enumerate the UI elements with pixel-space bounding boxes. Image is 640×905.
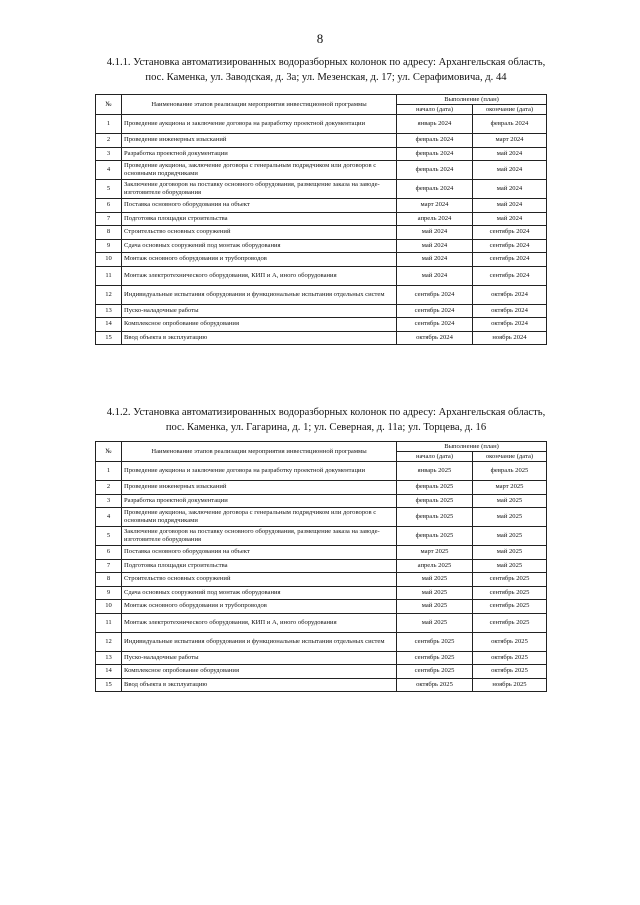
- row-number: 10: [96, 600, 122, 614]
- header-name: Наименование этапов реализации мероприятия инвестиционной программы: [122, 95, 397, 115]
- row-number: 5: [96, 180, 122, 199]
- start-date: май 2024: [397, 239, 473, 253]
- stage-name: Монтаж электротехнического оборудования, КИП и А, иного оборудования: [122, 613, 397, 632]
- table-row: [96, 199, 547, 213]
- end-date: март 2025: [473, 481, 547, 495]
- end-date: октябрь 2024: [473, 285, 547, 304]
- row-number: 11: [96, 613, 122, 632]
- row-number: 4: [96, 161, 122, 180]
- row-number: 6: [96, 546, 122, 560]
- stage-name: Монтаж основного оборудования и трубопроводов: [122, 600, 397, 614]
- row-number: 15: [96, 678, 122, 692]
- table-row: [96, 508, 547, 527]
- end-date: май 2024: [473, 147, 547, 161]
- end-date: сентябрь 2025: [473, 613, 547, 632]
- table-row: [96, 481, 547, 495]
- section-title-line: 4.1.2. Установка автоматизированных водоразборных колонок по адресу: Архангельская область,: [106, 407, 546, 418]
- start-date: октябрь 2024: [397, 331, 473, 345]
- start-date: март 2024: [397, 199, 473, 213]
- section-1-table: [95, 94, 547, 345]
- row-number: 9: [96, 586, 122, 600]
- start-date: апрель 2024: [397, 212, 473, 226]
- end-date: май 2025: [473, 546, 547, 560]
- start-date: октябрь 2025: [397, 678, 473, 692]
- end-date: май 2025: [473, 494, 547, 508]
- table-row: [96, 115, 547, 134]
- row-number: 7: [96, 212, 122, 226]
- end-date: февраль 2024: [473, 115, 547, 134]
- stage-name: Ввод объекта в эксплуатацию: [122, 678, 397, 692]
- stage-name: Проведение аукциона, заключение договора с генеральным подрядчиком или договоров с основными подрядчиками: [122, 508, 397, 527]
- section-title-line: 4.1.1. Установка автоматизированных водоразборных колонок по адресу: Архангельская область,: [106, 57, 546, 68]
- row-number: 12: [96, 632, 122, 651]
- end-date: май 2025: [473, 508, 547, 527]
- end-date: сентябрь 2025: [473, 586, 547, 600]
- start-date: сентябрь 2024: [397, 318, 473, 332]
- row-number: 14: [96, 318, 122, 332]
- row-number: 1: [96, 115, 122, 134]
- header-execution: Выполнение (план): [397, 442, 547, 452]
- stage-name: Индивидуальные испытания оборудования и функциональные испытания отдельных систем: [122, 632, 397, 651]
- stage-name: Заключение договоров на поставку основного оборудования, размещение заказа на заводе-изготовителе оборудования: [122, 180, 397, 199]
- start-date: январь 2024: [397, 115, 473, 134]
- table-row: [96, 546, 547, 560]
- table-row: [96, 678, 547, 692]
- end-date: сентябрь 2025: [473, 600, 547, 614]
- end-date: октябрь 2025: [473, 665, 547, 679]
- header-num: №: [96, 442, 122, 462]
- header-start: начало (дата): [397, 452, 473, 462]
- row-number: 10: [96, 253, 122, 267]
- end-date: октябрь 2025: [473, 651, 547, 665]
- row-number: 13: [96, 304, 122, 318]
- stage-name: Проведение аукциона и заключение договора на разработку проектной документации: [122, 462, 397, 481]
- page-number: 8: [316, 31, 324, 46]
- row-number: 2: [96, 481, 122, 495]
- table-row: [96, 147, 547, 161]
- stage-name: Индивидуальные испытания оборудования и функциональные испытания отдельных систем: [122, 285, 397, 304]
- stage-name: Заключение договоров на поставку основного оборудования, размещение заказа на заводе-изготовителе оборудования: [122, 527, 397, 546]
- section-1-title: [96, 55, 556, 85]
- stage-name: Строительство основных сооружений: [122, 226, 397, 240]
- end-date: сентябрь 2024: [473, 239, 547, 253]
- end-date: октябрь 2024: [473, 304, 547, 318]
- header-start: начало (дата): [397, 105, 473, 115]
- start-date: сентябрь 2025: [397, 632, 473, 651]
- table-row: [96, 527, 547, 546]
- start-date: апрель 2025: [397, 559, 473, 573]
- table-row: [96, 318, 547, 332]
- row-number: 11: [96, 266, 122, 285]
- row-number: 3: [96, 494, 122, 508]
- table-row: [96, 462, 547, 481]
- row-number: 5: [96, 527, 122, 546]
- end-date: сентябрь 2024: [473, 266, 547, 285]
- start-date: сентябрь 2024: [397, 285, 473, 304]
- table-row: [96, 573, 547, 587]
- header-execution: Выполнение (план): [397, 95, 547, 105]
- start-date: май 2025: [397, 573, 473, 587]
- section-title-line: пос. Каменка, ул. Заводская, д. 3а; ул. Мезенская, д. 17; ул. Серафимовича, д. 44: [145, 72, 507, 83]
- row-number: 6: [96, 199, 122, 213]
- end-date: октябрь 2024: [473, 318, 547, 332]
- table-row: [96, 180, 547, 199]
- row-number: 2: [96, 134, 122, 148]
- row-number: 8: [96, 226, 122, 240]
- row-number: 12: [96, 285, 122, 304]
- table-row: [96, 304, 547, 318]
- table-row: [96, 226, 547, 240]
- start-date: май 2024: [397, 253, 473, 267]
- start-date: май 2025: [397, 586, 473, 600]
- stage-name: Подготовка площадки строительства: [122, 212, 397, 226]
- stage-name: Разработка проектной документации: [122, 147, 397, 161]
- start-date: февраль 2025: [397, 508, 473, 527]
- row-number: 13: [96, 651, 122, 665]
- header-end: окончание (дата): [473, 452, 547, 462]
- stage-name: Ввод объекта в эксплуатацию: [122, 331, 397, 345]
- stage-name: Проведение аукциона и заключение договора на разработку проектной документации: [122, 115, 397, 134]
- table-row: [96, 253, 547, 267]
- stage-name: Проведение аукциона, заключение договора с генеральным подрядчиком или договоров с основными подрядчиками: [122, 161, 397, 180]
- stage-name: Поставка основного оборудования на объект: [122, 546, 397, 560]
- end-date: май 2024: [473, 161, 547, 180]
- stage-name: Комплексное опробование оборудования: [122, 318, 397, 332]
- table-row: [96, 285, 547, 304]
- stage-name: Разработка проектной документации: [122, 494, 397, 508]
- table-row: [96, 600, 547, 614]
- end-date: март 2024: [473, 134, 547, 148]
- stage-name: Проведение инженерных изысканий: [122, 481, 397, 495]
- start-date: февраль 2024: [397, 180, 473, 199]
- stage-name: Строительство основных сооружений: [122, 573, 397, 587]
- end-date: май 2024: [473, 212, 547, 226]
- table-row: [96, 494, 547, 508]
- start-date: май 2024: [397, 226, 473, 240]
- row-number: 14: [96, 665, 122, 679]
- start-date: февраль 2025: [397, 494, 473, 508]
- table-row: [96, 212, 547, 226]
- table-row: [96, 266, 547, 285]
- start-date: сентябрь 2025: [397, 665, 473, 679]
- start-date: май 2025: [397, 613, 473, 632]
- start-date: май 2025: [397, 600, 473, 614]
- end-date: май 2024: [473, 199, 547, 213]
- section-title-line: пос. Каменка, ул. Гагарина, д. 1; ул. Северная, д. 11а; ул. Торцева, д. 16: [165, 422, 487, 433]
- start-date: январь 2025: [397, 462, 473, 481]
- end-date: сентябрь 2024: [473, 253, 547, 267]
- table-row: [96, 632, 547, 651]
- row-number: 3: [96, 147, 122, 161]
- row-number: 15: [96, 331, 122, 345]
- end-date: февраль 2025: [473, 462, 547, 481]
- table-row: [96, 613, 547, 632]
- section-2-table: [95, 441, 547, 692]
- end-date: май 2025: [473, 559, 547, 573]
- start-date: май 2024: [397, 266, 473, 285]
- stage-name: Подготовка площадки строительства: [122, 559, 397, 573]
- row-number: 1: [96, 462, 122, 481]
- table-row: [96, 651, 547, 665]
- table-row: [96, 559, 547, 573]
- end-date: сентябрь 2024: [473, 226, 547, 240]
- start-date: сентябрь 2025: [397, 651, 473, 665]
- start-date: февраль 2024: [397, 147, 473, 161]
- start-date: февраль 2025: [397, 527, 473, 546]
- table-row: [96, 586, 547, 600]
- end-date: май 2024: [473, 180, 547, 199]
- section-2-title: [96, 405, 556, 435]
- header-num: №: [96, 95, 122, 115]
- table-row: [96, 239, 547, 253]
- header-name: Наименование этапов реализации мероприятия инвестиционной программы: [122, 442, 397, 462]
- table-row: [96, 161, 547, 180]
- end-date: ноябрь 2025: [473, 678, 547, 692]
- stage-name: Монтаж электротехнического оборудования, КИП и А, иного оборудования: [122, 266, 397, 285]
- start-date: март 2025: [397, 546, 473, 560]
- table-row: [96, 665, 547, 679]
- row-number: 4: [96, 508, 122, 527]
- row-number: 7: [96, 559, 122, 573]
- end-date: сентябрь 2025: [473, 573, 547, 587]
- header-end: окончание (дата): [473, 105, 547, 115]
- stage-name: Монтаж основного оборудования и трубопроводов: [122, 253, 397, 267]
- stage-name: Пуско-наладочные работы: [122, 304, 397, 318]
- table-row: [96, 331, 547, 345]
- table-row: [96, 134, 547, 148]
- start-date: февраль 2024: [397, 161, 473, 180]
- start-date: сентябрь 2024: [397, 304, 473, 318]
- row-number: 8: [96, 573, 122, 587]
- end-date: май 2025: [473, 527, 547, 546]
- stage-name: Сдача основных сооружений под монтаж оборудования: [122, 586, 397, 600]
- start-date: февраль 2025: [397, 481, 473, 495]
- stage-name: Проведение инженерных изысканий: [122, 134, 397, 148]
- end-date: ноябрь 2024: [473, 331, 547, 345]
- stage-name: Пуско-наладочные работы: [122, 651, 397, 665]
- stage-name: Поставка основного оборудования на объект: [122, 199, 397, 213]
- end-date: октябрь 2025: [473, 632, 547, 651]
- row-number: 9: [96, 239, 122, 253]
- stage-name: Сдача основных сооружений под монтаж оборудования: [122, 239, 397, 253]
- stage-name: Комплексное опробование оборудования: [122, 665, 397, 679]
- start-date: февраль 2024: [397, 134, 473, 148]
